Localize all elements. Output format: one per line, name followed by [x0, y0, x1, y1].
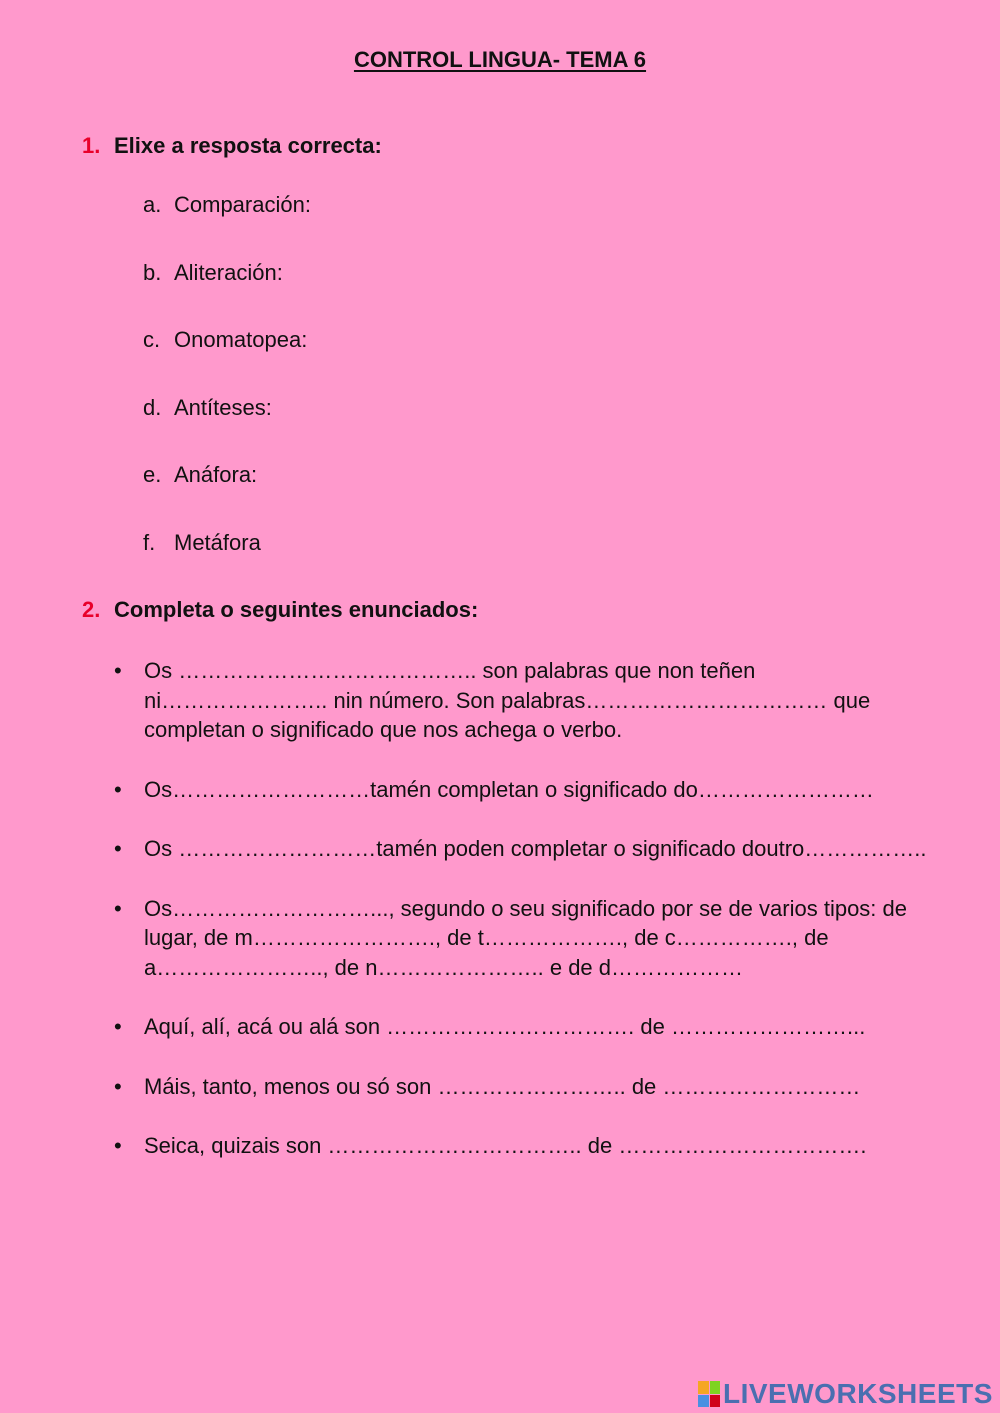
question-1-heading: [82, 133, 382, 159]
option-letter: a.: [143, 192, 162, 217]
option-text: Onomatopea:: [174, 327, 308, 353]
option-letter: b.: [143, 259, 162, 285]
option-text: Metáfora: [174, 529, 261, 555]
option-d: [143, 395, 311, 463]
option-text: Comparación:: [174, 192, 311, 217]
question-2-statements: [114, 656, 934, 1191]
option-a: [143, 192, 311, 260]
statement-2: • Os………………………tamén completan o significado do……………………: [114, 775, 934, 805]
option-letter: c.: [143, 327, 161, 353]
logo-square-1: [698, 1381, 709, 1394]
option-b: [143, 260, 311, 328]
question-2-number: 2.: [82, 597, 101, 622]
statement-5: • Aquí, alí, acá ou alá son ……………………………. de ……………………...: [114, 1012, 934, 1042]
logo-square-3: [698, 1395, 709, 1408]
statement-4: • Os………………………..., segundo o seu significado por se de varios tipos: de lugar, de m……………………., de t………………., de c……………., de a………………….., de n………………….. e de d………………: [114, 894, 934, 983]
page-title: CONTROL LINGUA- TEMA 6: [353, 47, 647, 72]
option-letter: f.: [143, 529, 156, 555]
option-text: Antíteses:: [174, 394, 272, 420]
statement-3: • Os ………………………tamén poden completar o significado doutro……………..: [114, 834, 934, 864]
option-text: Anáfora:: [174, 462, 258, 488]
logo-text: LIVEWORKSHEETS: [723, 1378, 993, 1409]
option-c: [143, 327, 311, 395]
statement-1: • Os ………………………………….. son palabras que non teñen ni………………….. nin número. Son palabras…………………………… que completan o significado que nos achega o verbo.: [114, 656, 934, 745]
question-1-text: Elixe a resposta correcta:: [114, 133, 382, 158]
option-e: [143, 462, 311, 530]
logo-mark-icon: [698, 1381, 720, 1407]
option-letter: e.: [143, 462, 162, 488]
option-letter: d.: [143, 394, 162, 420]
liveworksheets-logo: [698, 1378, 993, 1410]
option-text: Aliteración:: [174, 259, 283, 285]
question-1-number: 1.: [82, 133, 101, 158]
option-f: [143, 530, 311, 598]
question-2-text: Completa o seguintes enunciados:: [114, 597, 479, 622]
statement-6: • Máis, tanto, menos ou só son …………………….. de ………………………: [114, 1072, 934, 1102]
statement-7: • Seica, quizais son …………………………….. de …………………………….: [114, 1131, 934, 1161]
logo-square-2: [710, 1381, 721, 1394]
question-2-heading: [82, 597, 478, 623]
question-1-options: [143, 192, 311, 598]
logo-square-4: [710, 1395, 721, 1408]
